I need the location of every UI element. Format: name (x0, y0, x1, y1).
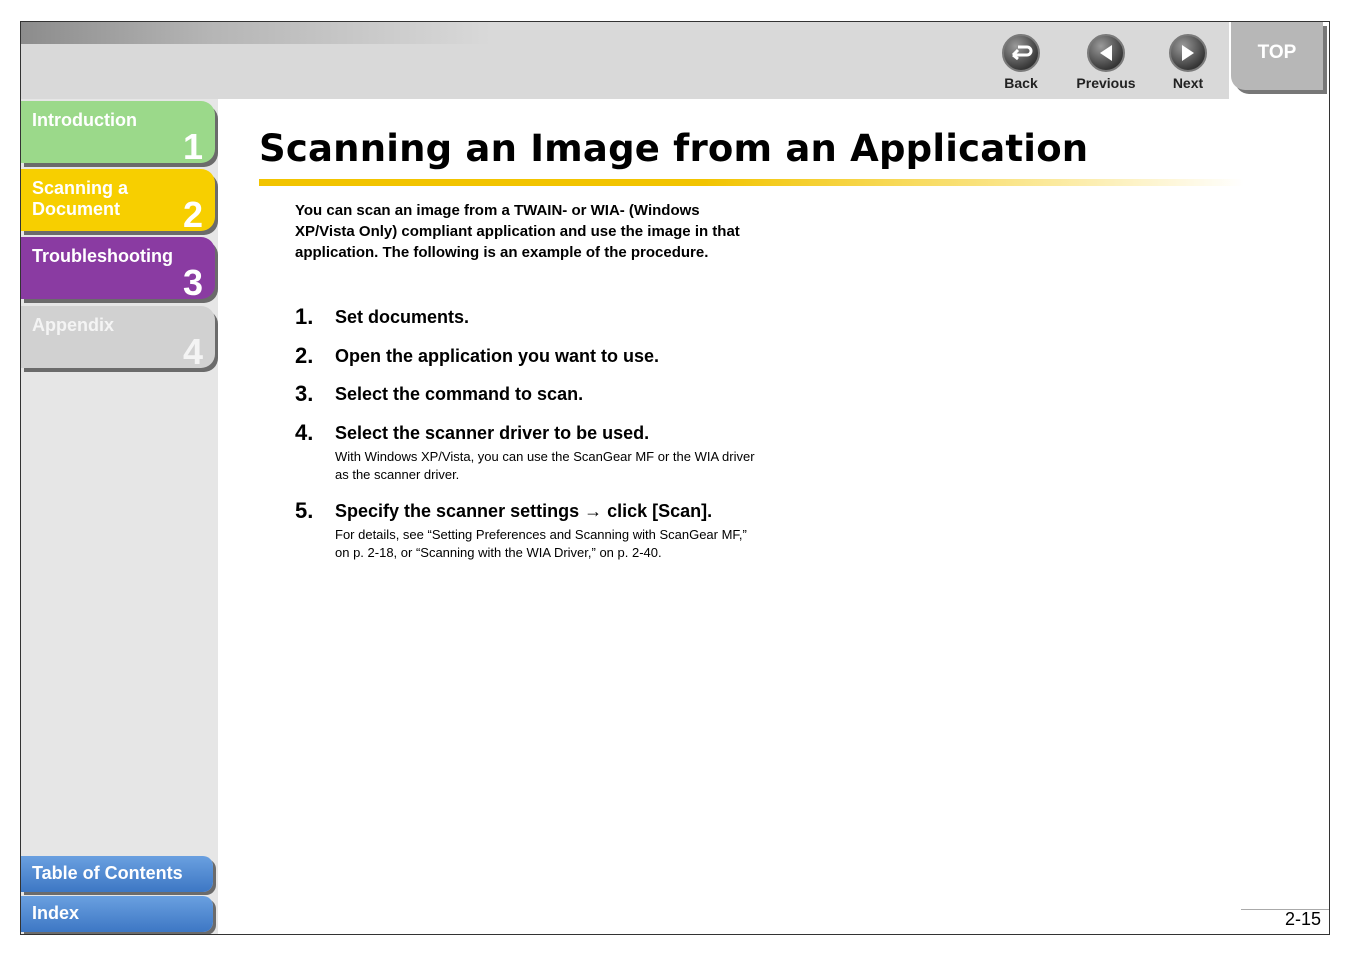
page-number: 2-15 (1284, 909, 1321, 929)
step-text: Set documents. (335, 307, 470, 327)
step-note: For details, see “Setting Preferences and Scanning with ScanGear MF,” on p. 2-18, or “Scanning with the WIA Driver,” on p. 2-40. (335, 527, 747, 560)
manual-page (20, 21, 1330, 935)
step-text: Open the application you want to use. (335, 346, 660, 366)
chapter-label: Scanning a Document (32, 178, 129, 219)
chapter-number: 4 (182, 331, 203, 372)
previous-button[interactable] (1076, 34, 1136, 91)
toc-label: Table of Contents (32, 863, 183, 883)
chapter-number: 3 (182, 262, 203, 303)
step-number: 4. (295, 420, 314, 445)
chapter-tab-scanning[interactable] (21, 169, 215, 235)
page-title: Scanning an Image from an Application (259, 127, 1089, 170)
chapter-number: 2 (182, 194, 203, 235)
step-number: 5. (295, 498, 314, 523)
chapter-tab-introduction[interactable] (21, 101, 215, 167)
top-button[interactable] (1229, 22, 1330, 99)
table-of-contents-button[interactable] (21, 856, 213, 892)
step-text: Specify the scanner settings → click [Scan]. (335, 501, 713, 521)
chapter-label: Appendix (32, 315, 115, 335)
step-note: With Windows XP/Vista, you can use the ScanGear MF or the WIA driver as the scanner driver. (335, 449, 755, 482)
triangle-right-icon (1169, 34, 1207, 72)
toolbar-gradient (21, 22, 491, 44)
back-label: Back (1004, 75, 1038, 91)
chapter-tab-troubleshooting[interactable] (21, 237, 215, 303)
back-arrow-icon (1002, 34, 1040, 72)
step-number: 3. (295, 381, 314, 406)
top-label: TOP (1257, 42, 1297, 63)
chapter-number: 1 (182, 126, 203, 167)
index-label: Index (32, 903, 80, 923)
step-number: 2. (295, 343, 314, 368)
step-number: 1. (295, 304, 314, 329)
previous-label: Previous (1076, 75, 1136, 91)
top-tab (1231, 22, 1323, 90)
back-button[interactable] (991, 34, 1051, 91)
sidebar (21, 99, 218, 935)
title-underline (259, 179, 1244, 186)
step-text: Select the scanner driver to be used. (335, 423, 650, 443)
chapter-label: Troubleshooting (32, 246, 173, 266)
chapter-tab-appendix[interactable] (21, 306, 215, 372)
step-text: Select the command to scan. (335, 384, 584, 404)
top-toolbar (21, 22, 1229, 99)
intro-paragraph: You can scan an image from a TWAIN- or WIA- (Windows XP/Vista Only) compliant application and use the image in that application. The following is an example of the procedure. (295, 202, 740, 261)
next-label: Next (1172, 75, 1204, 91)
next-button[interactable] (1158, 34, 1218, 91)
chapter-label: Introduction (32, 110, 137, 130)
triangle-left-icon (1087, 34, 1125, 72)
index-button[interactable] (21, 896, 213, 932)
